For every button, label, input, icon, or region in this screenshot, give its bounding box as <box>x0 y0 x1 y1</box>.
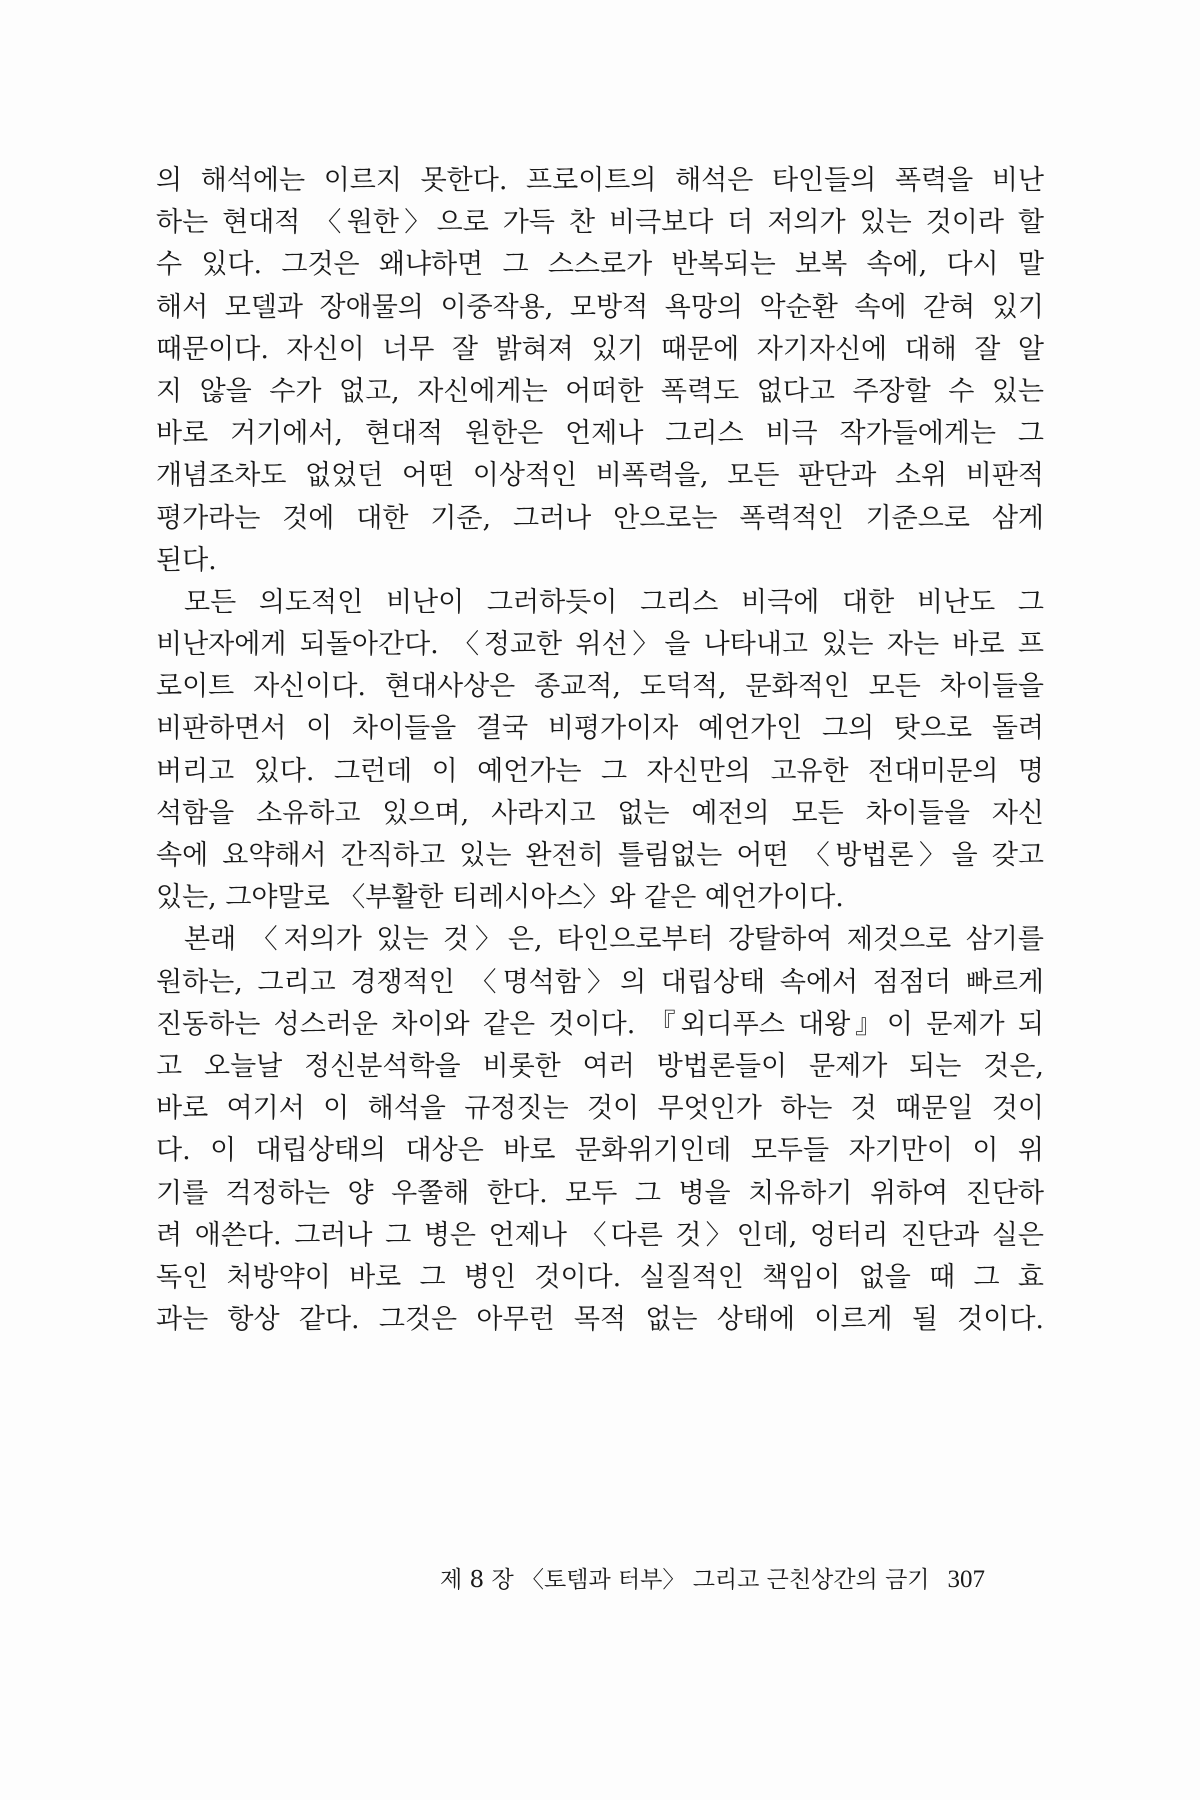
text-line: 비판하면서 이 차이들을 결국 비평가이자 예언가인 그의 탓으로 돌려 <box>156 713 1044 745</box>
text-line: 다. 이 대립상태의 대상은 바로 문화위기인데 모두들 자기만이 이 위 <box>156 1135 1044 1167</box>
text-line: 본래 〈저의가 있는 것〉은, 타인으로부터 강탈하여 제것으로 삼기를 <box>184 924 1044 956</box>
page-number: 307 <box>947 1566 986 1593</box>
text-line: 과는 항상 같다. 그것은 아무런 목적 없는 상태에 이르게 될 것이다. <box>156 1304 1044 1336</box>
text-line: 바로 거기에서, 현대적 원한은 언제나 그리스 비극 작가들에게는 그 <box>156 418 1044 450</box>
body-text <box>156 160 1044 1341</box>
text-line: 독인 처방약이 바로 그 병인 것이다. 실질적인 책임이 없을 때 그 효 <box>156 1261 1044 1293</box>
text-line: 있는, 그야말로 〈부활한 티레시아스〉와 같은 예언가이다. <box>156 882 844 914</box>
text-line: 버리고 있다. 그런데 이 예언가는 그 자신만의 고유한 전대미문의 명 <box>156 755 1044 787</box>
text-line: 진동하는 성스러운 차이와 같은 것이다. 『외디푸스 대왕』이 문제가 되 <box>156 1008 1044 1040</box>
text-line: 의 해석에는 이르지 못한다. 프로이트의 해석은 타인들의 폭력을 비난 <box>156 165 1044 196</box>
running-head: 제 8 장 〈토템과 터부〉 그리고 근친상간의 금기 <box>440 1567 930 1593</box>
text-line: 고 오늘날 정신분석학을 비롯한 여러 방법론들이 문제가 되는 것은, <box>156 1050 1044 1082</box>
text-line: 수 있다. 그것은 왜냐하면 그 스스로가 반복되는 보복 속에, 다시 말 <box>156 249 1044 281</box>
text-line: 평가라는 것에 대한 기준, 그러나 안으로는 폭력적인 기준으로 삼게 <box>156 502 1044 534</box>
page-footer <box>440 1560 1040 1600</box>
text-line: 원하는, 그리고 경쟁적인 〈명석함〉의 대립상태 속에서 점점더 빠르게 <box>156 966 1044 998</box>
text-line: 바로 여기서 이 해석을 규정짓는 것이 무엇인가 하는 것 때문일 것이 <box>156 1093 1044 1125</box>
text-line: 때문이다. 자신이 너무 잘 밝혀져 있기 때문에 자기자신에 대해 잘 알 <box>156 333 1044 365</box>
text-line: 해서 모델과 장애물의 이중작용, 모방적 욕망의 악순환 속에 갇혀 있기 <box>156 291 1044 323</box>
text-line: 모든 의도적인 비난이 그러하듯이 그리스 비극에 대한 비난도 그 <box>184 586 1044 618</box>
text-line: 하는 현대적 〈원한〉으로 가득 찬 비극보다 더 저의가 있는 것이라 할 <box>156 207 1044 239</box>
text-line: 속에 요약해서 간직하고 있는 완전히 틀림없는 어떤 〈방법론〉을 갖고 <box>156 840 1044 871</box>
text-line: 비난자에게 되돌아간다. 〈정교한 위선〉을 나타내고 있는 자는 바로 프 <box>156 629 1044 661</box>
text-line: 로이트 자신이다. 현대사상은 종교적, 도덕적, 문화적인 모든 차이들을 <box>156 671 1044 703</box>
text-line: 된다. <box>156 544 217 576</box>
text-line: 석함을 소유하고 있으며, 사라지고 없는 예전의 모든 차이들을 자신 <box>156 797 1044 829</box>
text-line: 기를 걱정하는 양 우쭐해 한다. 모두 그 병을 치유하기 위하여 진단하 <box>156 1177 1044 1209</box>
text-line: 지 않을 수가 없고, 자신에게는 어떠한 폭력도 없다고 주장할 수 있는 <box>156 375 1044 407</box>
text-line: 려 애쓴다. 그러나 그 병은 언제나 〈다른 것〉인데, 엉터리 진단과 실은 <box>156 1219 1044 1251</box>
text-line: 개념조차도 없었던 어떤 이상적인 비폭력을, 모든 판단과 소위 비판적 <box>156 460 1044 492</box>
